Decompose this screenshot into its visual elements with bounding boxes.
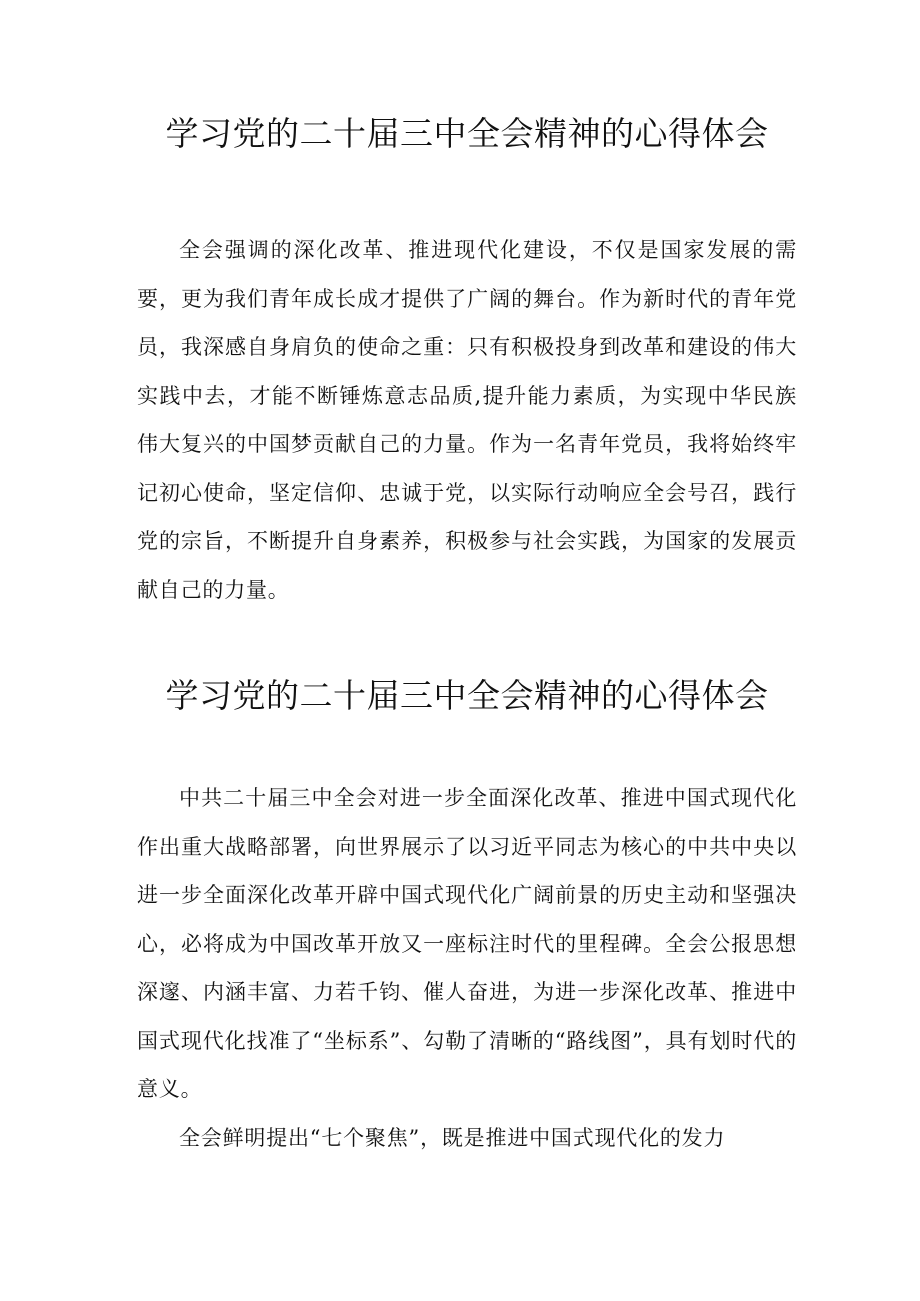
body-paragraph: 全会强调的深化改革、推进现代化建设，不仅是国家发展的需要，更为我们青年成长成才提供了广阔的舞台。作为新时代的青年党员，我深感自身肩负的使命之重：只有积极投身到改革和建设的伟大实践中去，才能不断锤炼意志品质,提升能力素质，为实现中华民族伟大复兴的中国梦贡献自己的力量。作为一名青年党员，我将始终牢记初心使命，坚定信仰、忠诚于党，以实际行动响应全会号召，践行党的宗旨，不断提升自身素养，积极参与社会实践，为国家的发展贡献自己的力量。 — [137, 238, 797, 602]
section-title: 学习党的二十届三中全会精神的心得体会 — [165, 676, 769, 715]
essay-section-2 — [137, 670, 797, 1162]
body-paragraph: 中共二十届三中全会对进一步全面深化改革、推进中国式现代化作出重大战略部署，向世界展示了以习近平同志为核心的中共中央以进一步全面深化改革开辟中国式现代化广阔前景的历史主动和坚强决心，必将成为中国改革开放又一座标注时代的里程碑。全会公报思想深邃、内涵丰富、力若千钧、催人奋进，为进一步深化改革、推进中国式现代化找准了“坐标系”、勾勒了清晰的“路线图”，具有划时代的意义。 — [137, 786, 797, 1101]
section-title: 学习党的二十届三中全会精神的心得体会 — [165, 114, 769, 153]
essay-section-1 — [137, 108, 797, 614]
body-paragraph: 全会鲜明提出“七个聚焦”，既是推进中国式现代化的发力 — [179, 1125, 726, 1150]
